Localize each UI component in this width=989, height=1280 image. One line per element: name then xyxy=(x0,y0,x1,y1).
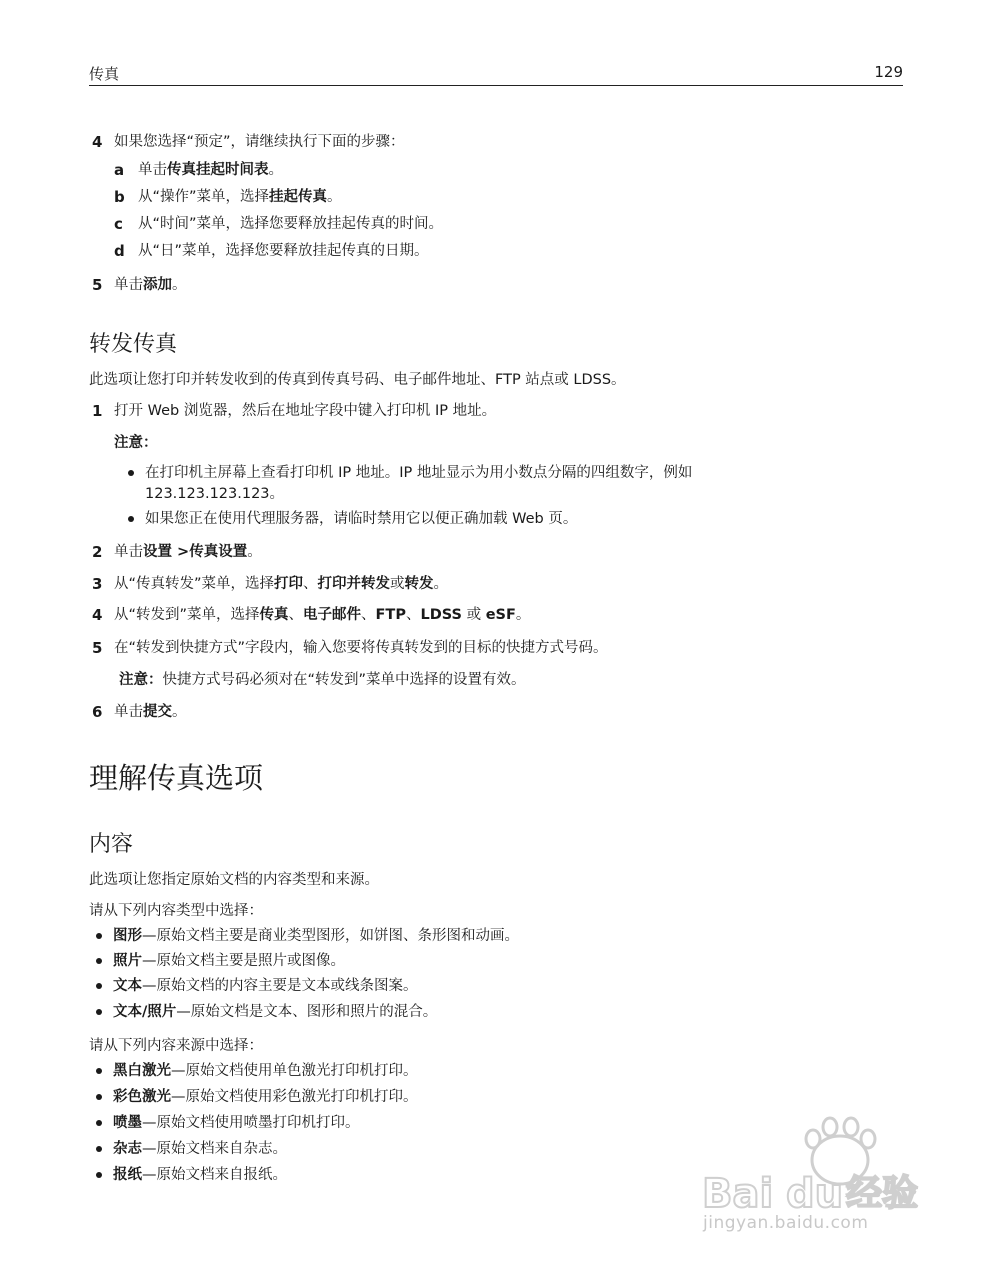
term: 文本/照片 xyxy=(113,1004,177,1020)
running-header-title: 传真 xyxy=(89,65,120,83)
term: 彩色激光 xyxy=(113,1089,171,1105)
substep-letter: c xyxy=(114,215,123,233)
term: 杂志 xyxy=(113,1141,142,1157)
step-number: 4 xyxy=(92,606,103,624)
term: 报纸 xyxy=(113,1167,142,1183)
ui-term: 添加 xyxy=(143,277,172,293)
svg-text:du: du xyxy=(786,1171,844,1217)
bullet-dot xyxy=(96,1094,102,1100)
step-number: 3 xyxy=(92,575,103,593)
svg-text:Bai: Bai xyxy=(702,1171,774,1217)
chapter-heading: 理解传真选项 xyxy=(89,761,264,795)
step-text: 单击添加。 xyxy=(114,277,187,293)
step-text: 单击提交。 xyxy=(114,704,187,720)
substep-letter: d xyxy=(114,242,125,260)
list-item: 文本/照片—原始文档是文本、图形和照片的混合。 xyxy=(113,1004,438,1020)
note-bullet-text: 在打印机主屏幕上查看打印机 IP 地址。IP 地址显示为用小数点分隔的四组数字，例如 xyxy=(145,465,693,481)
list-intro: 请从下列内容类型中选择： xyxy=(89,903,263,919)
bullet-dot xyxy=(96,1009,102,1015)
substep-letter: a xyxy=(114,161,125,179)
substep-text: 从“操作”菜单，选择挂起传真。 xyxy=(138,189,342,205)
step-number: 1 xyxy=(92,402,103,420)
list-item: 彩色激光—原始文档使用彩色激光打印机打印。 xyxy=(113,1089,418,1105)
substep-text: 从“时间”菜单，选择您要释放挂起传真的时间。 xyxy=(138,216,444,232)
term: 喷墨 xyxy=(113,1115,142,1131)
bullet-dot xyxy=(96,1068,102,1074)
baidu-watermark-logo xyxy=(700,1115,940,1255)
term: 黑白激光 xyxy=(113,1063,171,1079)
bullet-dot xyxy=(96,1146,102,1152)
term: 图形 xyxy=(113,928,142,944)
step-number: 5 xyxy=(92,276,103,294)
step-text: 打开 Web 浏览器，然后在地址字段中键入打印机 IP 地址。 xyxy=(114,403,497,419)
bullet-dot xyxy=(96,1120,102,1126)
substep-letter: b xyxy=(114,188,125,206)
bullet-dot xyxy=(128,470,134,476)
bullet-dot xyxy=(96,933,102,939)
step-note: 注意：快捷方式号码必须对在“转发到”菜单中选择的设置有效。 xyxy=(119,672,526,688)
page-number: 129 xyxy=(874,63,903,81)
ui-term: 挂起传真 xyxy=(269,189,328,205)
header-rule xyxy=(89,85,903,86)
list-intro: 请从下列内容来源中选择： xyxy=(89,1038,263,1054)
step-text: 从“传真转发”菜单，选择打印、打印并转发或转发。 xyxy=(114,576,449,592)
ui-term: 提交 xyxy=(143,704,172,720)
section-intro: 此选项让您打印并转发收到的传真到传真号码、电子邮件地址、FTP 站点或 LDSS。 xyxy=(89,372,626,388)
ui-term: 设置 >传真设置 xyxy=(143,544,248,560)
list-item: 报纸—原始文档来自报纸。 xyxy=(113,1167,287,1183)
list-item: 图形—原始文档主要是商业类型图形，如饼图、条形图和动画。 xyxy=(113,928,519,944)
section-heading: 转发传真 xyxy=(89,332,178,357)
bullet-dot xyxy=(96,958,102,964)
step-number: 5 xyxy=(92,639,103,657)
substep-text: 从“日”菜单，选择您要释放挂起传真的日期。 xyxy=(138,243,429,259)
section-heading: 内容 xyxy=(89,832,134,857)
bullet-dot xyxy=(96,983,102,989)
substep-text: 单击传真挂起时间表。 xyxy=(138,162,283,178)
ui-term: 传真挂起时间表 xyxy=(167,162,269,178)
list-item: 照片—原始文档主要是照片或图像。 xyxy=(113,953,345,969)
watermark-url: jingyan.baidu.com xyxy=(703,1213,869,1233)
section-intro: 此选项让您指定原始文档的内容类型和来源。 xyxy=(89,872,379,888)
list-item: 杂志—原始文档来自杂志。 xyxy=(113,1141,287,1157)
note-bullet-text: 123.123.123.123。 xyxy=(145,486,285,502)
step-number: 6 xyxy=(92,703,103,721)
svg-text:经验: 经验 xyxy=(846,1173,919,1214)
note-bullet-text: 如果您正在使用代理服务器，请临时禁用它以便正确加载 Web 页。 xyxy=(145,511,578,527)
term: 照片 xyxy=(113,953,142,969)
step-text: 单击设置 >传真设置。 xyxy=(114,544,262,560)
note-label: 注意： xyxy=(119,672,163,688)
note-label: 注意： xyxy=(114,435,158,451)
step-text: 如果您选择“预定”，请继续执行下面的步骤： xyxy=(114,134,405,150)
step-text: 在“转发到快捷方式”字段内，输入您要将传真转发到的目标的快捷方式号码。 xyxy=(114,640,608,656)
bullet-dot xyxy=(96,1172,102,1178)
step-number: 2 xyxy=(92,543,103,561)
list-item: 喷墨—原始文档使用喷墨打印机打印。 xyxy=(113,1115,360,1131)
step-text: 从“转发到”菜单，选择传真、电子邮件、FTP、LDSS 或 eSF。 xyxy=(114,607,531,623)
list-item: 黑白激光—原始文档使用单色激光打印机打印。 xyxy=(113,1063,418,1079)
step-number: 4 xyxy=(92,133,103,151)
term: 文本 xyxy=(113,978,142,994)
bullet-dot xyxy=(128,516,134,522)
list-item: 文本—原始文档的内容主要是文本或线条图案。 xyxy=(113,978,418,994)
